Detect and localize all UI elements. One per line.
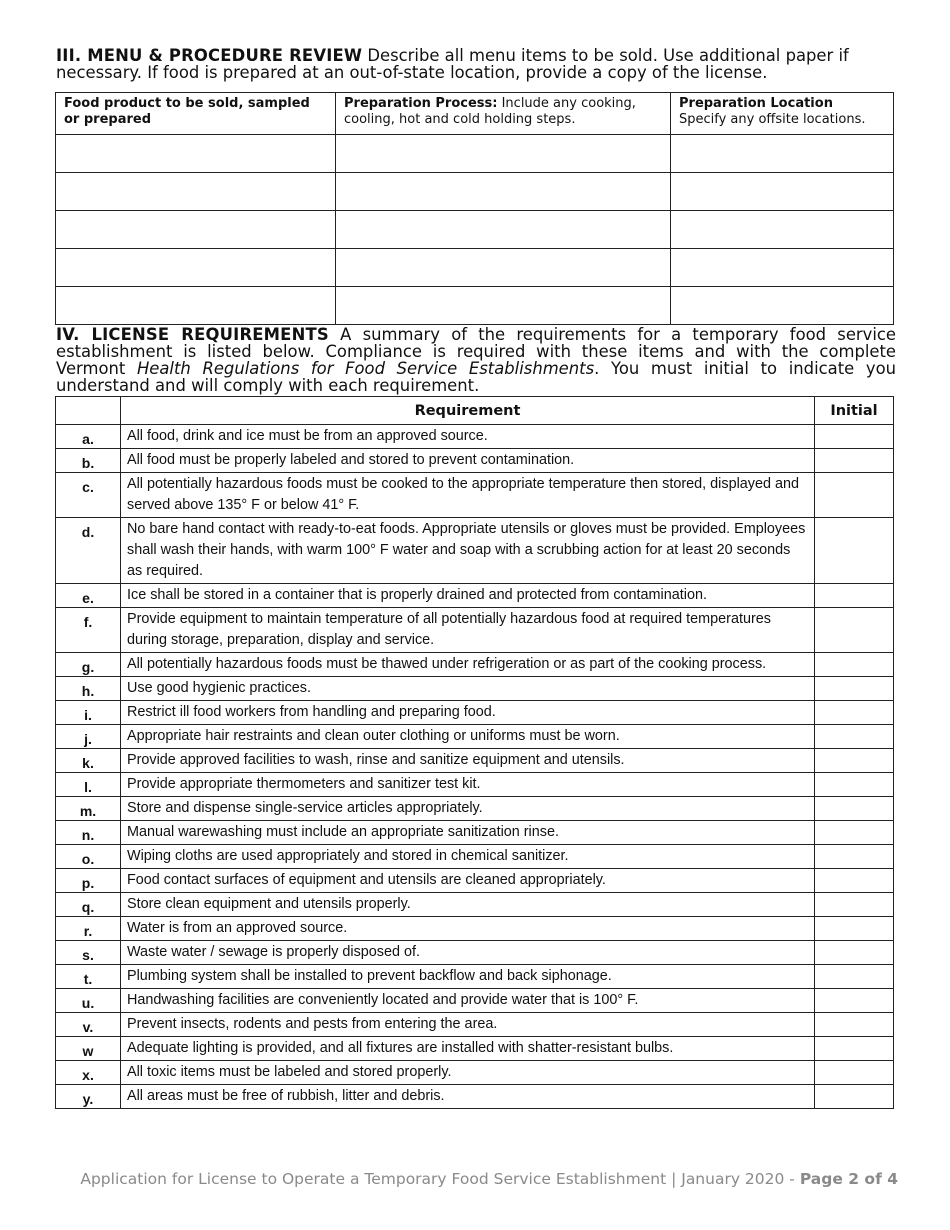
- requirement-row: [56, 1061, 894, 1085]
- requirement-letter: w: [56, 1037, 121, 1061]
- preparation-location-cell[interactable]: [671, 173, 894, 211]
- requirement-text: Restrict ill food workers from handling and preparing food.: [121, 701, 815, 725]
- requirement-text: No bare hand contact with ready-to-eat foods. Appropriate utensils or gloves must be provided. Employees shall wash their hands, with warm 100° F water and soap with a scrubbing action for at least 20 seconds as required.: [121, 518, 815, 584]
- requirement-text: Adequate lighting is provided, and all fixtures are installed with shatter-resistant bulbs.: [121, 1037, 815, 1061]
- requirement-letter: j.: [56, 725, 121, 749]
- menu-table-header: [56, 93, 894, 135]
- initial-cell[interactable]: [815, 677, 894, 701]
- footer-text: Application for License to Operate a Temporary Food Service Establishment | January 2020 -: [80, 1170, 800, 1188]
- food-product-cell[interactable]: [56, 135, 336, 173]
- requirement-letter: s.: [56, 941, 121, 965]
- food-product-cell[interactable]: [56, 173, 336, 211]
- requirement-text: All food, drink and ice must be from an approved source.: [121, 425, 815, 449]
- requirement-text: All food must be properly labeled and stored to prevent contamination.: [121, 449, 815, 473]
- requirement-text: Store clean equipment and utensils properly.: [121, 893, 815, 917]
- menu-table: [55, 92, 894, 325]
- initial-cell[interactable]: [815, 749, 894, 773]
- initial-cell[interactable]: [815, 653, 894, 677]
- requirement-row: [56, 677, 894, 701]
- requirement-row: [56, 584, 894, 608]
- section-4-heading: IV. LICENSE REQUIREMENTS A summary of the requirements for a temporary food service establishment is listed below. Compliance is required with these items and with the complete Vermont Health Regulations for Food Service Establishments. You must initial to indicate you understand and will comply with each requirement.: [56, 325, 896, 395]
- requirement-text: Store and dispense single-service articles appropriately.: [121, 797, 815, 821]
- requirement-text: Water is from an approved source.: [121, 917, 815, 941]
- menu-entry-row: [56, 135, 894, 173]
- requirement-row: [56, 989, 894, 1013]
- requirement-letter: k.: [56, 749, 121, 773]
- requirement-row: [56, 449, 894, 473]
- requirement-letter: i.: [56, 701, 121, 725]
- requirement-letter: o.: [56, 845, 121, 869]
- preparation-location-cell[interactable]: [671, 135, 894, 173]
- requirement-text: Handwashing facilities are conveniently located and provide water that is 100° F.: [121, 989, 815, 1013]
- requirement-row: [56, 518, 894, 584]
- requirement-row: [56, 425, 894, 449]
- preparation-process-cell[interactable]: [336, 249, 671, 287]
- requirement-row: [56, 749, 894, 773]
- requirements-table: [55, 396, 894, 1109]
- requirement-letter: v.: [56, 1013, 121, 1037]
- initial-cell[interactable]: [815, 989, 894, 1013]
- requirement-text: Appropriate hair restraints and clean outer clothing or uniforms must be worn.: [121, 725, 815, 749]
- preparation-process-cell[interactable]: [336, 211, 671, 249]
- requirement-text: Manual warewashing must include an appropriate sanitization rinse.: [121, 821, 815, 845]
- initial-header: Initial: [815, 397, 894, 425]
- section-3-instructions: Describe all menu items to be sold. Use additional paper if necessary. If food is prepared at an out-of-state location, provide a copy of the license.: [56, 46, 849, 82]
- letter-header: [56, 397, 121, 425]
- requirement-letter: t.: [56, 965, 121, 989]
- menu-entry-row: [56, 211, 894, 249]
- preparation-process-cell[interactable]: [336, 173, 671, 211]
- requirement-row: [56, 1037, 894, 1061]
- initial-cell[interactable]: [815, 1085, 894, 1109]
- initial-cell[interactable]: [815, 893, 894, 917]
- section-4-title: IV. LICENSE REQUIREMENTS: [56, 325, 329, 344]
- requirement-text: All potentially hazardous foods must be thawed under refrigeration or as part of the cooking process.: [121, 653, 815, 677]
- food-product-cell[interactable]: [56, 287, 336, 325]
- food-product-header: Food product to be sold, sampled or prepared: [56, 93, 336, 135]
- preparation-location-header: Preparation Location Specify any offsite locations.: [671, 93, 894, 135]
- initial-cell[interactable]: [815, 725, 894, 749]
- requirement-row: [56, 965, 894, 989]
- menu-entry-row: [56, 249, 894, 287]
- requirements-table-header: [56, 397, 894, 425]
- requirement-row: [56, 917, 894, 941]
- preparation-location-cell[interactable]: [671, 249, 894, 287]
- requirement-letter: r.: [56, 917, 121, 941]
- requirement-row: [56, 653, 894, 677]
- requirement-row: [56, 869, 894, 893]
- requirement-text: Wiping cloths are used appropriately and stored in chemical sanitizer.: [121, 845, 815, 869]
- initial-cell[interactable]: [815, 518, 894, 584]
- preparation-process-cell[interactable]: [336, 135, 671, 173]
- requirement-text: Waste water / sewage is properly disposed of.: [121, 941, 815, 965]
- initial-cell[interactable]: [815, 473, 894, 518]
- requirement-letter: n.: [56, 821, 121, 845]
- requirement-text: Prevent insects, rodents and pests from entering the area.: [121, 1013, 815, 1037]
- requirement-text: Ice shall be stored in a container that is properly drained and protected from contamination.: [121, 584, 815, 608]
- food-product-cell[interactable]: [56, 249, 336, 287]
- menu-entry-row: [56, 173, 894, 211]
- requirement-row: [56, 845, 894, 869]
- requirement-row: [56, 821, 894, 845]
- initial-cell[interactable]: [815, 425, 894, 449]
- requirement-text: All potentially hazardous foods must be cooked to the appropriate temperature then stored, displayed and served above 135° F or below 41° F.: [121, 473, 815, 518]
- initial-cell[interactable]: [815, 869, 894, 893]
- requirement-text: Provide approved facilities to wash, rinse and sanitize equipment and utensils.: [121, 749, 815, 773]
- requirement-row: [56, 941, 894, 965]
- requirement-letter: h.: [56, 677, 121, 701]
- requirement-letter: p.: [56, 869, 121, 893]
- requirement-letter: q.: [56, 893, 121, 917]
- requirement-letter: c.: [56, 473, 121, 518]
- initial-cell[interactable]: [815, 1013, 894, 1037]
- initial-cell[interactable]: [815, 1037, 894, 1061]
- requirement-letter: f.: [56, 608, 121, 653]
- initial-cell[interactable]: [815, 773, 894, 797]
- regulations-title: Health Regulations for Food Service Establishments: [136, 359, 595, 378]
- requirement-letter: e.: [56, 584, 121, 608]
- menu-entry-row: [56, 287, 894, 325]
- requirement-header: Requirement: [121, 397, 815, 425]
- requirement-text: Food contact surfaces of equipment and utensils are cleaned appropriately.: [121, 869, 815, 893]
- initial-cell[interactable]: [815, 821, 894, 845]
- requirement-row: [56, 701, 894, 725]
- section-3-heading: [56, 47, 896, 81]
- requirement-row: [56, 797, 894, 821]
- requirement-letter: x.: [56, 1061, 121, 1085]
- page-number: Page 2 of 4: [799, 1170, 898, 1188]
- preparation-process-header: Preparation Process: Include any cooking, cooling, hot and cold holding steps.: [336, 93, 671, 135]
- requirement-letter: u.: [56, 989, 121, 1013]
- requirement-letter: g.: [56, 653, 121, 677]
- requirement-text: All toxic items must be labeled and stored properly.: [121, 1061, 815, 1085]
- requirement-letter: d.: [56, 518, 121, 584]
- initial-cell[interactable]: [815, 1061, 894, 1085]
- requirement-text: Provide appropriate thermometers and sanitizer test kit.: [121, 773, 815, 797]
- requirement-row: [56, 893, 894, 917]
- initial-cell[interactable]: [815, 845, 894, 869]
- requirement-row: [56, 773, 894, 797]
- initial-cell[interactable]: [815, 449, 894, 473]
- requirement-letter: b.: [56, 449, 121, 473]
- initial-cell[interactable]: [815, 941, 894, 965]
- preparation-location-cell[interactable]: [671, 211, 894, 249]
- requirement-row: [56, 1013, 894, 1037]
- requirement-letter: m.: [56, 797, 121, 821]
- preparation-process-cell[interactable]: [336, 287, 671, 325]
- requirement-row: [56, 725, 894, 749]
- section-3-title: III. MENU & PROCEDURE REVIEW: [56, 46, 363, 65]
- page-footer: [0, 1170, 898, 1188]
- initial-cell[interactable]: [815, 797, 894, 821]
- initial-cell[interactable]: [815, 584, 894, 608]
- initial-cell[interactable]: [815, 608, 894, 653]
- requirement-text: Provide equipment to maintain temperature of all potentially hazardous food at required temperatures during storage, preparation, display and service.: [121, 608, 815, 653]
- requirement-row: [56, 473, 894, 518]
- requirement-row: [56, 608, 894, 653]
- initial-cell[interactable]: [815, 965, 894, 989]
- requirement-letter: l.: [56, 773, 121, 797]
- preparation-location-cell[interactable]: [671, 287, 894, 325]
- requirement-text: All areas must be free of rubbish, litter and debris.: [121, 1085, 815, 1109]
- requirement-text: Use good hygienic practices.: [121, 677, 815, 701]
- requirement-text: Plumbing system shall be installed to prevent backflow and back siphonage.: [121, 965, 815, 989]
- initial-cell[interactable]: [815, 917, 894, 941]
- food-product-cell[interactable]: [56, 211, 336, 249]
- requirement-letter: y.: [56, 1085, 121, 1109]
- requirement-row: [56, 1085, 894, 1109]
- requirement-letter: a.: [56, 425, 121, 449]
- initial-cell[interactable]: [815, 701, 894, 725]
